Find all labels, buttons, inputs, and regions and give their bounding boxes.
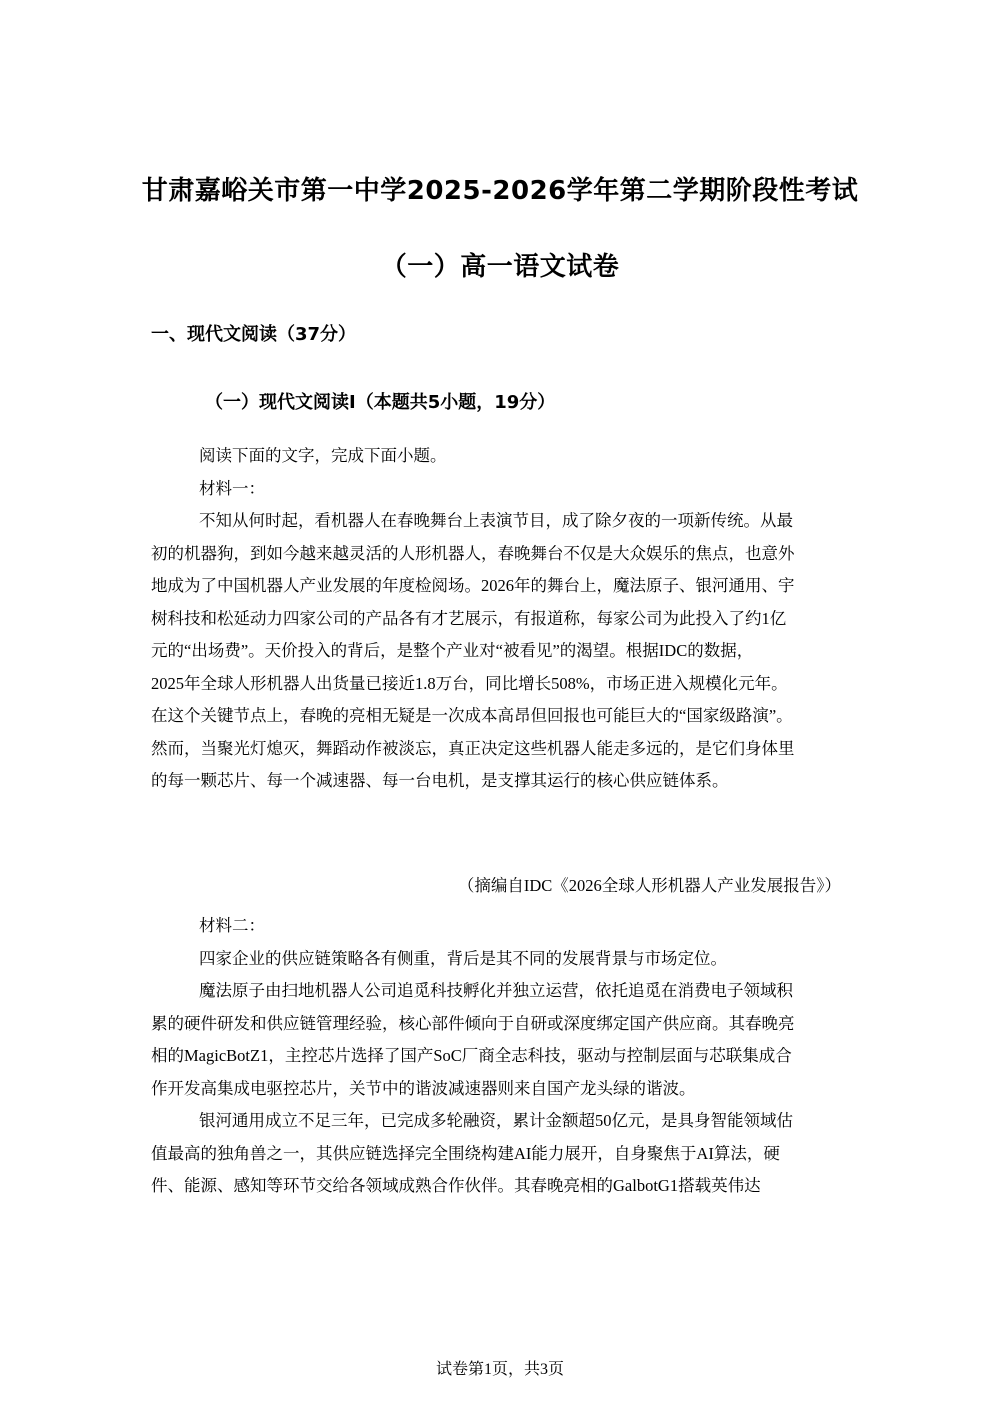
material-one-line: 地成为了中国机器人产业发展的年度检阅场。2026年的舞台上，魔法原子、银河通用、宇 <box>151 576 795 595</box>
material-two-line: 值最高的独角兽之一，其供应链选择完全围绕构建AI能力展开，自身聚焦于AI算法，硬 <box>151 1143 780 1163</box>
instructions: 阅读下面的文字，完成下面小题。 <box>199 446 447 465</box>
material-two-line: 相的MagicBotZ1，主控芯片选择了国产SoC厂商全志科技，驱动与控制层面与芯联集成合 <box>151 1046 792 1065</box>
exam-title-line2: （一）高一语文试卷 <box>380 252 620 282</box>
page-footer: 试卷第1页，共3页 <box>435 1361 564 1378</box>
material-two-block <box>151 910 851 1203</box>
material-one-source: （摘编自IDC《2026全球人形机器人产业发展报告》） <box>457 876 841 895</box>
material-one-line: 然而，当聚光灯熄灭，舞蹈动作被淡忘，真正决定这些机器人能走多远的，是它们身体里 <box>151 738 795 758</box>
material-one-line: 2025年全球人形机器人出货量已接近1.8万台，同比增长508%，市场正进入规模化元年。 <box>151 673 788 693</box>
material-one-label: 材料一： <box>199 478 265 498</box>
material-one-block <box>151 440 851 798</box>
material-two-line: 魔法原子由扫地机器人公司追觅科技孵化并独立运营，依托追觅在消费电子领域积 <box>199 981 793 1000</box>
material-two-line: 银河通用成立不足三年，已完成多轮融资，累计金额超50亿元，是具身智能领域估 <box>199 1111 793 1130</box>
material-one-line: 在这个关键节点上，春晚的亮相无疑是一次成本高昂但回报也可能巨大的“国家级路演”。 <box>151 706 793 725</box>
material-one-line: 不知从何时起，看机器人在春晚舞台上表演节目，成了除夕夜的一项新传统。从最 <box>199 511 793 530</box>
section-heading: 一、现代文阅读（37分） <box>151 324 357 345</box>
material-two-line: 作开发高集成电驱控芯片，关节中的谐波减速器则来自国产龙头绿的谐波。 <box>151 1078 696 1098</box>
subsection-heading: （一）现代文阅读Ⅰ（本题共5小题，19分） <box>205 392 556 413</box>
material-two-label: 材料二： <box>199 916 265 935</box>
material-one-line: 初的机器狗，到如今越来越灵活的人形机器人，春晚舞台不仅是大众娱乐的焦点，也意外 <box>151 543 795 563</box>
material-one-line: 树科技和松延动力四家公司的产品各有才艺展示，有报道称，每家公司为此投入了约1亿 <box>151 608 787 628</box>
material-two-line: 件、能源、感知等环节交给各领域成熟合作伙伴。其春晚亮相的GalbotG1搭载英伟达 <box>151 1176 761 1195</box>
exam-title-line1: 甘肃嘉峪关市第一中学2025-2026学年第二学期阶段性考试 <box>141 176 859 206</box>
material-one-line: 的每一颗芯片、每一个减速器、每一台电机，是支撑其运行的核心供应链体系。 <box>151 771 729 790</box>
material-two-intro: 四家企业的供应链策略各有侧重，背后是其不同的发展背景与市场定位。 <box>199 948 727 968</box>
material-one-line: 元的“出场费”。天价投入的背后，是整个产业对“被看见”的渴望。根据IDC的数据， <box>151 641 754 660</box>
material-two-line: 累的硬件研发和供应链管理经验，核心部件倾向于自研或深度绑定国产供应商。其春晚亮 <box>151 1013 795 1033</box>
